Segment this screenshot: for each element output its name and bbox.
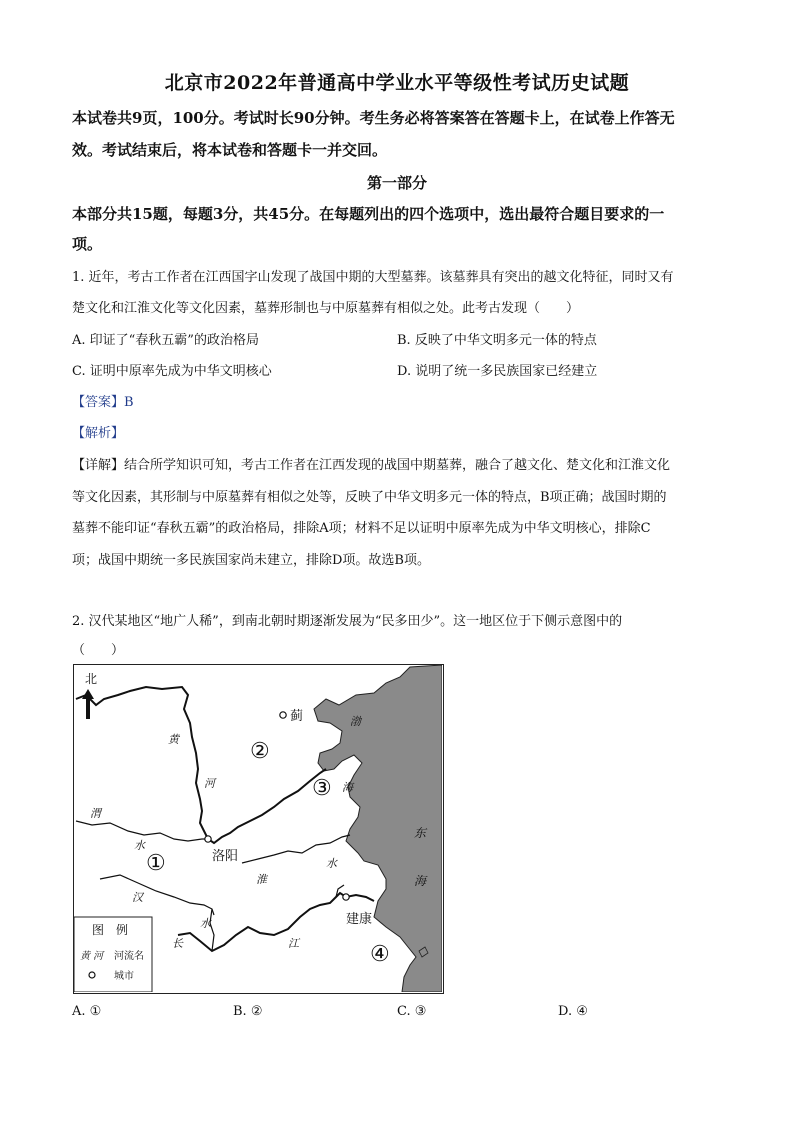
part-desc-line-2: 项。 — [72, 235, 103, 253]
page-title: 北京市2022年普通高中学业水平等级性考试历史试题 — [164, 72, 630, 94]
legend-title: 图 例 — [92, 923, 129, 937]
q1-detail-line-2: 等文化因素，其形制与中原墓葬有相似之处等，反映了中华文明多元一体的特点，B项正确；战国时期的 — [72, 490, 667, 505]
q1-option-d: D. 说明了统一多民族国家已经建立 — [397, 364, 598, 379]
city-label-ji: 蓟 — [290, 709, 304, 724]
q2-map — [73, 664, 444, 994]
legend-city-icon — [89, 972, 95, 978]
river-label-huai-shui: 水 — [326, 857, 337, 870]
part-title: 第一部分 — [366, 174, 427, 192]
region-marker-2: ② — [250, 739, 270, 764]
city-label-jiankang: 建康 — [346, 912, 373, 927]
q1-option-a: A. 印证了“春秋五霸”的政治格局 — [72, 333, 259, 348]
city-label-luoyang: 洛阳 — [212, 849, 239, 864]
tributary — [210, 909, 214, 951]
q1-stem-line-1: 1. 近年，考古工作者在江西国字山发现了战国中期的大型墓葬。该墓葬具有突出的越文化特征，同时又有 — [72, 270, 674, 285]
q1-detail-line-4: 项；战国中期统一多民族国家尚未建立，排除D项。故选B项。 — [72, 553, 430, 568]
legend-city-label: 城市 — [114, 971, 134, 982]
river-label-he: 河 — [204, 777, 215, 790]
sea-label-bo: 渤 — [350, 715, 361, 728]
region-marker-1: ① — [146, 851, 166, 876]
river-label-han: 汉 — [132, 891, 143, 904]
city-marker-ji — [280, 712, 286, 718]
han-river — [100, 875, 214, 915]
q2-option-d: D. ④ — [558, 1004, 588, 1019]
part-desc-line-1: 本部分共15题，每题3分，共45分。在每题列出的四个选项中，选出最符合题目要求的一 — [72, 205, 665, 223]
q1-analysis-label: 【解析】 — [72, 426, 125, 441]
region-marker-3: ③ — [312, 776, 332, 801]
q1-answer: 【答案】B — [72, 395, 134, 410]
q1-detail-line-1: 【详解】结合所学知识可知，考古工作者在江西发现的战国中期墓葬，融合了越文化、楚文化和江淮文化 — [72, 458, 671, 473]
river-label-han-shui: 水 — [200, 917, 211, 930]
north-arrow-icon — [82, 689, 94, 719]
river-label-huai: 淮 — [256, 873, 267, 886]
river-label-wei: 渭 — [90, 807, 101, 820]
q2-stem-line-1: 2. 汉代某地区“地广人稀”，到南北朝时期逐渐发展为“民多田少”。这一地区位于下侧示意图中的 — [72, 614, 623, 629]
yellow-river — [76, 687, 326, 843]
q1-option-c: C. 证明中原率先成为中华文明核心 — [72, 364, 272, 379]
q1-option-b: B. 反映了中华文明多元一体的特点 — [397, 333, 597, 348]
q2-option-b: B. ② — [233, 1004, 263, 1019]
legend-river-label: 河流名 — [114, 951, 144, 962]
intro-line-2: 效。考试结束后，将本试卷和答题卡一并交回。 — [72, 141, 388, 159]
q2-option-c: C. ③ — [397, 1004, 427, 1019]
q2-stem-line-2: （ ） — [72, 643, 125, 658]
map-legend — [74, 917, 152, 992]
intro-line-1: 本试卷共9页，100分。考试时长90分钟。考生务必将答案答在答题卡上，在试卷上作答无 — [72, 109, 675, 127]
city-marker-luoyang — [205, 836, 211, 842]
q1-stem-line-2: 楚文化和江淮文化等文化因素，墓葬形制也与中原墓葬有相似之处。此考古发现（ ） — [72, 301, 580, 316]
sea-label-dong-hai: 海 — [414, 874, 427, 888]
river-label-jiang: 江 — [288, 937, 299, 950]
sea-label-hai: 海 — [342, 781, 353, 794]
legend-river-sample: 黄 河 — [80, 951, 104, 962]
q1-detail-line-3: 墓葬不能印证“春秋五霸”的政治格局，排除A项；材料不足以证明中原率先成为中华文明核心，排除C — [72, 521, 651, 536]
city-marker-jiankang — [343, 894, 349, 900]
q2-option-a: A. ① — [72, 1004, 102, 1019]
river-label-chang: 长 — [172, 937, 183, 950]
north-label: 北 — [85, 672, 98, 686]
river-label-wei-shui: 水 — [134, 839, 145, 852]
region-marker-4: ④ — [370, 942, 390, 967]
wei-river — [76, 821, 208, 841]
sea-label-dong: 东 — [414, 826, 427, 840]
river-label-huang: 黄 — [168, 733, 179, 746]
